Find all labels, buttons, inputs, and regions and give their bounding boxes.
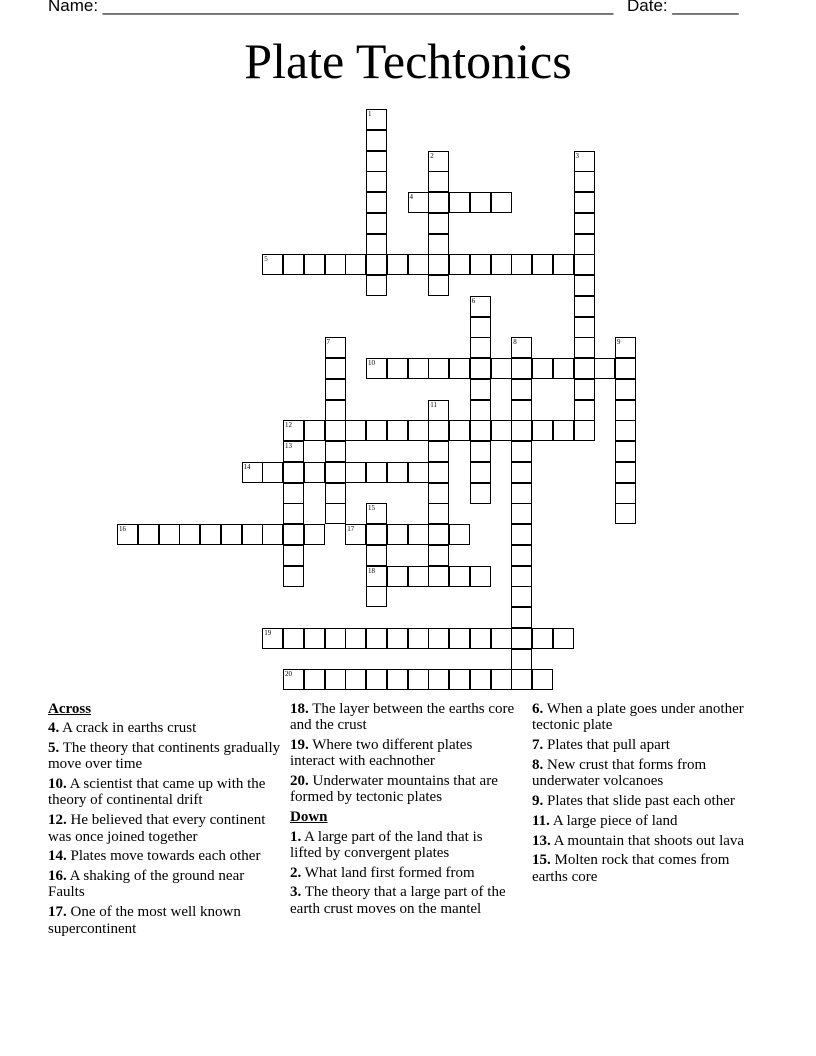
grid-cell[interactable]	[511, 566, 532, 587]
grid-cell[interactable]	[511, 503, 532, 524]
grid-cell[interactable]	[428, 441, 449, 462]
grid-cell[interactable]	[615, 337, 636, 358]
clue-number: 19	[264, 628, 272, 637]
grid-cell[interactable]	[325, 400, 346, 421]
clue-column-3	[532, 701, 767, 888]
clue-text: Underwater mountains that are formed by tectonic plates	[290, 773, 498, 806]
clue-number-label: 9.	[532, 792, 544, 809]
clue-number: 20	[285, 670, 292, 679]
clue-item	[290, 829, 515, 862]
clue-number: 13	[285, 442, 292, 450]
grid-cell[interactable]	[449, 566, 470, 587]
grid-cell[interactable]	[159, 524, 180, 545]
grid-cell[interactable]	[408, 462, 429, 483]
grid-cell[interactable]	[511, 524, 532, 545]
clue-number: 15	[368, 504, 375, 513]
grid-cell[interactable]	[511, 545, 532, 566]
grid-cell[interactable]	[345, 628, 366, 649]
grid-cell[interactable]	[366, 545, 387, 566]
clue-number-label: 19.	[290, 737, 309, 754]
grid-cell[interactable]	[574, 192, 595, 213]
clue-number: 18	[368, 566, 375, 575]
clue-number-label: 17.	[48, 904, 67, 921]
grid-cell[interactable]	[532, 628, 553, 649]
clue-text: One of the most well known supercontinent	[48, 904, 241, 937]
grid-cell[interactable]	[366, 566, 387, 587]
grid-cell[interactable]	[615, 358, 636, 379]
clue-number-label: 4.	[48, 720, 60, 737]
grid-cell[interactable]	[283, 483, 304, 504]
clue-text: The theory that continents gradually move over time	[48, 740, 281, 773]
grid-cell[interactable]	[511, 628, 532, 649]
page-title: Plate Techtonics	[244, 33, 572, 89]
grid-cell[interactable]	[553, 358, 574, 379]
grid-cell[interactable]	[366, 462, 387, 483]
grid-cell[interactable]	[345, 254, 366, 275]
grid-cell[interactable]	[283, 254, 304, 275]
clue-item	[48, 868, 283, 901]
grid-cell[interactable]	[428, 669, 449, 690]
grid-cell[interactable]	[449, 669, 470, 690]
grid-cell[interactable]	[428, 358, 449, 379]
grid-cell[interactable]	[387, 566, 408, 587]
grid-cell[interactable]	[366, 151, 387, 172]
grid-cell[interactable]	[449, 420, 470, 441]
grid-cell[interactable]	[242, 524, 263, 545]
grid-cell[interactable]	[470, 628, 491, 649]
grid-cell[interactable]	[325, 337, 346, 358]
grid-cell[interactable]	[470, 462, 491, 483]
clue-item	[48, 812, 283, 845]
grid-cell[interactable]	[428, 566, 449, 587]
clue-number: 3	[575, 151, 579, 160]
grid-cell[interactable]	[470, 420, 491, 441]
clue-text: A crack in earths crust	[59, 720, 197, 737]
clue-number-label: 10.	[48, 776, 67, 793]
grid-cell[interactable]	[117, 524, 138, 545]
grid-cell[interactable]	[491, 358, 512, 379]
grid-cell[interactable]	[366, 234, 387, 255]
clue-number-label: 2.	[290, 864, 302, 881]
grid-cell[interactable]	[366, 213, 387, 234]
grid-cell[interactable]	[428, 275, 449, 296]
clue-number: 14	[243, 462, 251, 471]
clue-text: The theory that a large part of the earth crust moves on the mantel	[290, 884, 506, 917]
grid-cell[interactable]	[408, 192, 429, 213]
grid-cell[interactable]	[511, 420, 532, 441]
grid-cell[interactable]	[283, 441, 304, 462]
clue-text: What land first formed from	[301, 864, 475, 881]
grid-cell[interactable]	[470, 400, 491, 421]
name-field[interactable]: Name: ______________________________________________________	[48, 0, 614, 15]
grid-cell[interactable]	[594, 358, 615, 379]
grid-cell[interactable]	[615, 462, 636, 483]
grid-cell[interactable]	[428, 628, 449, 649]
grid-cell[interactable]	[387, 524, 408, 545]
grid-cell[interactable]	[428, 171, 449, 192]
clue-item	[532, 852, 767, 885]
grid-cell[interactable]	[491, 669, 512, 690]
clue-number: 8	[513, 338, 517, 347]
clue-number-label: 5.	[48, 740, 60, 757]
clue-number-label: 14.	[48, 848, 67, 865]
grid-cell[interactable]	[470, 296, 491, 317]
grid-cell[interactable]	[574, 337, 595, 358]
grid-cell[interactable]	[387, 420, 408, 441]
clue-number-label: 15.	[532, 852, 551, 869]
clue-number: 10	[368, 359, 375, 367]
clue-number: 16	[119, 525, 126, 533]
grid-cell[interactable]	[449, 254, 470, 275]
grid-cell[interactable]	[574, 296, 595, 317]
clue-number-label: 18.	[290, 701, 309, 717]
clue-text: Plates that slide past each other	[543, 792, 735, 809]
clue-text: New crust that forms from underwater volcanoes	[532, 756, 707, 790]
grid-cell[interactable]	[615, 483, 636, 504]
clue-text: A large part of the land that is lifted by convergent plates	[290, 828, 483, 861]
clue-text: Plates move towards each other	[66, 848, 261, 865]
clue-text: Plates that pull apart	[543, 737, 670, 754]
grid-cell[interactable]	[470, 379, 491, 400]
clue-item	[290, 737, 515, 770]
grid-cell[interactable]	[532, 254, 553, 275]
grid-cell[interactable]	[408, 254, 429, 275]
grid-cell[interactable]	[553, 420, 574, 441]
grid-cell[interactable]	[491, 420, 512, 441]
clue-item	[48, 776, 283, 809]
grid-cell[interactable]	[470, 337, 491, 358]
grid-cell[interactable]	[304, 628, 325, 649]
grid-cell[interactable]	[283, 545, 304, 566]
grid-cell[interactable]	[387, 358, 408, 379]
grid-cell[interactable]	[470, 566, 491, 587]
grid-cell[interactable]	[574, 151, 595, 172]
clue-number-label: 1.	[290, 828, 302, 845]
grid-cell[interactable]	[470, 317, 491, 338]
grid-cell[interactable]	[366, 130, 387, 151]
grid-cell[interactable]	[491, 192, 512, 213]
grid-cell[interactable]	[283, 462, 304, 483]
clue-number-label: 3.	[290, 884, 302, 901]
grid-cell[interactable]	[366, 420, 387, 441]
grid-cell[interactable]	[283, 566, 304, 587]
clue-number-label: 12.	[48, 812, 67, 829]
grid-cell[interactable]	[283, 503, 304, 524]
grid-cell[interactable]	[511, 649, 532, 670]
grid-cell[interactable]	[428, 462, 449, 483]
grid-cell[interactable]	[408, 628, 429, 649]
grid-cell[interactable]	[304, 669, 325, 690]
grid-cell[interactable]	[470, 483, 491, 504]
grid-cell[interactable]	[366, 171, 387, 192]
grid-cell[interactable]	[470, 254, 491, 275]
clue-number-label: 6.	[532, 701, 544, 717]
clue-text: A mountain that shoots out lava	[550, 832, 745, 849]
clue-item	[290, 701, 515, 734]
grid-cell[interactable]	[366, 109, 387, 130]
grid-cell[interactable]	[262, 254, 283, 275]
grid-cell[interactable]	[574, 400, 595, 421]
grid-cell[interactable]	[511, 462, 532, 483]
grid-cell[interactable]	[428, 234, 449, 255]
grid-cell[interactable]	[325, 358, 346, 379]
clue-text: A large piece of land	[549, 812, 678, 829]
clue-item	[48, 848, 283, 864]
grid-cell[interactable]	[325, 669, 346, 690]
grid-cell[interactable]	[345, 669, 366, 690]
clue-number-label: 8.	[532, 756, 544, 773]
date-field[interactable]: Date: _______	[627, 0, 739, 15]
grid-cell[interactable]	[491, 628, 512, 649]
clue-item	[532, 793, 767, 809]
grid-cell[interactable]	[408, 420, 429, 441]
grid-cell[interactable]	[325, 254, 346, 275]
grid-cell[interactable]	[304, 524, 325, 545]
grid-cell[interactable]	[304, 420, 325, 441]
across-heading: Across	[48, 701, 92, 717]
grid-cell[interactable]	[387, 669, 408, 690]
grid-cell[interactable]	[428, 192, 449, 213]
grid-cell[interactable]	[511, 400, 532, 421]
grid-cell[interactable]	[574, 254, 595, 275]
clue-column-2	[290, 701, 515, 921]
clue-text: He believed that every continent was once joined together	[48, 812, 266, 845]
grid-cell[interactable]	[366, 524, 387, 545]
grid-cell[interactable]	[262, 628, 283, 649]
clue-item	[48, 740, 283, 773]
grid-cell[interactable]	[428, 503, 449, 524]
clue-item	[532, 833, 767, 849]
grid-cell[interactable]	[366, 628, 387, 649]
grid-cell[interactable]	[366, 586, 387, 607]
clue-number: 7	[326, 338, 330, 347]
grid-cell[interactable]	[449, 628, 470, 649]
grid-cell[interactable]	[574, 358, 595, 379]
down-clue-list	[290, 829, 515, 917]
clue-number: 11	[430, 400, 437, 409]
clue-number-label: 13.	[532, 832, 551, 849]
grid-cell[interactable]	[428, 400, 449, 421]
clue-column-1	[48, 701, 283, 940]
grid-cell[interactable]	[511, 358, 532, 379]
grid-cell[interactable]	[574, 420, 595, 441]
clue-number: 12	[285, 421, 292, 430]
grid-cell[interactable]	[574, 213, 595, 234]
across-clue-list-continued	[290, 701, 515, 806]
clue-number-label: 20.	[290, 773, 309, 790]
clue-item	[290, 865, 515, 881]
clue-number: 1	[368, 110, 372, 118]
grid-cell[interactable]	[511, 669, 532, 690]
grid-cell[interactable]	[345, 524, 366, 545]
grid-cell[interactable]	[470, 669, 491, 690]
grid-cell[interactable]	[325, 628, 346, 649]
grid-cell[interactable]	[283, 628, 304, 649]
grid-cell[interactable]	[491, 254, 512, 275]
clue-text: Where two different plates interact with eachnother	[290, 737, 473, 770]
clue-item	[290, 884, 515, 917]
grid-cell[interactable]	[449, 524, 470, 545]
grid-cell[interactable]	[574, 379, 595, 400]
grid-cell[interactable]	[304, 254, 325, 275]
clue-text: The layer between the earths core and the crust	[290, 701, 515, 734]
grid-cell[interactable]	[179, 524, 200, 545]
grid-cell[interactable]	[262, 524, 283, 545]
clue-text: Molten rock that comes from earths core	[532, 852, 730, 885]
grid-cell[interactable]	[574, 317, 595, 338]
grid-cell[interactable]	[325, 441, 346, 462]
grid-cell[interactable]	[428, 151, 449, 172]
grid-cell[interactable]	[615, 503, 636, 524]
grid-cell[interactable]	[408, 669, 429, 690]
grid-cell[interactable]	[428, 483, 449, 504]
grid-cell[interactable]	[428, 254, 449, 275]
grid-cell[interactable]	[366, 275, 387, 296]
grid-cell[interactable]	[325, 379, 346, 400]
grid-cell[interactable]	[511, 337, 532, 358]
clue-text: When a plate goes under another tectonic plate	[532, 701, 744, 734]
grid-cell[interactable]	[242, 462, 263, 483]
grid-cell[interactable]	[449, 192, 470, 213]
grid-cell[interactable]	[428, 545, 449, 566]
grid-cell[interactable]	[532, 358, 553, 379]
clue-item	[532, 701, 767, 734]
grid-cell[interactable]	[408, 524, 429, 545]
clue-item	[290, 773, 515, 806]
grid-cell[interactable]	[304, 462, 325, 483]
across-clue-list	[48, 720, 283, 937]
grid-cell[interactable]	[574, 234, 595, 255]
grid-cell[interactable]	[553, 628, 574, 649]
down-heading: Down	[290, 809, 328, 826]
grid-cell[interactable]	[511, 379, 532, 400]
grid-cell[interactable]	[511, 254, 532, 275]
clue-number: 2	[430, 151, 434, 160]
grid-cell[interactable]	[470, 441, 491, 462]
grid-cell[interactable]	[574, 171, 595, 192]
grid-cell[interactable]	[366, 192, 387, 213]
grid-cell[interactable]	[366, 358, 387, 379]
down-clue-list-continued	[532, 701, 767, 885]
grid-cell[interactable]	[366, 254, 387, 275]
grid-cell[interactable]	[387, 462, 408, 483]
clue-item	[532, 757, 767, 790]
grid-cell[interactable]	[138, 524, 159, 545]
grid-cell[interactable]	[408, 566, 429, 587]
clue-text: A shaking of the ground near Faults	[48, 868, 245, 901]
grid-cell[interactable]	[428, 213, 449, 234]
grid-cell[interactable]	[449, 358, 470, 379]
grid-cell[interactable]	[366, 669, 387, 690]
grid-cell[interactable]	[574, 275, 595, 296]
grid-cell[interactable]	[511, 607, 532, 628]
grid-cell[interactable]	[345, 462, 366, 483]
grid-cell[interactable]	[387, 254, 408, 275]
clue-item	[532, 813, 767, 829]
grid-cell[interactable]	[200, 524, 221, 545]
grid-cell[interactable]	[470, 358, 491, 379]
grid-cell[interactable]	[615, 400, 636, 421]
clue-number: 17	[347, 525, 355, 533]
grid-cell[interactable]	[511, 483, 532, 504]
grid-cell[interactable]	[511, 441, 532, 462]
clue-number: 4	[409, 193, 413, 201]
grid-cell[interactable]	[615, 420, 636, 441]
grid-cell[interactable]	[221, 524, 242, 545]
grid-cell[interactable]	[325, 420, 346, 441]
clue-number-label: 11.	[532, 812, 550, 829]
grid-cell[interactable]	[615, 441, 636, 462]
clue-number: 6	[471, 296, 476, 305]
grid-cell[interactable]	[428, 420, 449, 441]
grid-cell[interactable]	[532, 669, 553, 690]
clue-number: 9	[617, 338, 621, 347]
grid-cell[interactable]	[428, 524, 449, 545]
clue-text: A scientist that came up with the theory of continental drift	[48, 776, 266, 809]
grid-cell[interactable]	[283, 420, 304, 441]
grid-cell[interactable]	[532, 420, 553, 441]
clue-item	[48, 904, 283, 937]
grid-cell[interactable]	[283, 669, 304, 690]
grid-cell[interactable]	[283, 524, 304, 545]
clue-item	[532, 737, 767, 753]
grid-cell[interactable]	[408, 358, 429, 379]
grid-cell[interactable]	[615, 379, 636, 400]
grid-cell[interactable]	[345, 420, 366, 441]
grid-cell[interactable]	[262, 462, 283, 483]
grid-cell[interactable]	[470, 192, 491, 213]
grid-cell[interactable]	[325, 503, 346, 524]
clue-number-label: 16.	[48, 868, 67, 885]
clue-number: 5	[264, 255, 268, 264]
grid-cell[interactable]	[325, 462, 346, 483]
clue-number-label: 7.	[532, 737, 544, 754]
grid-cell[interactable]	[553, 254, 574, 275]
grid-cell[interactable]	[387, 628, 408, 649]
grid-cell[interactable]	[366, 503, 387, 524]
clue-item	[48, 720, 283, 736]
grid-cell[interactable]	[511, 586, 532, 607]
grid-cell[interactable]	[325, 483, 346, 504]
